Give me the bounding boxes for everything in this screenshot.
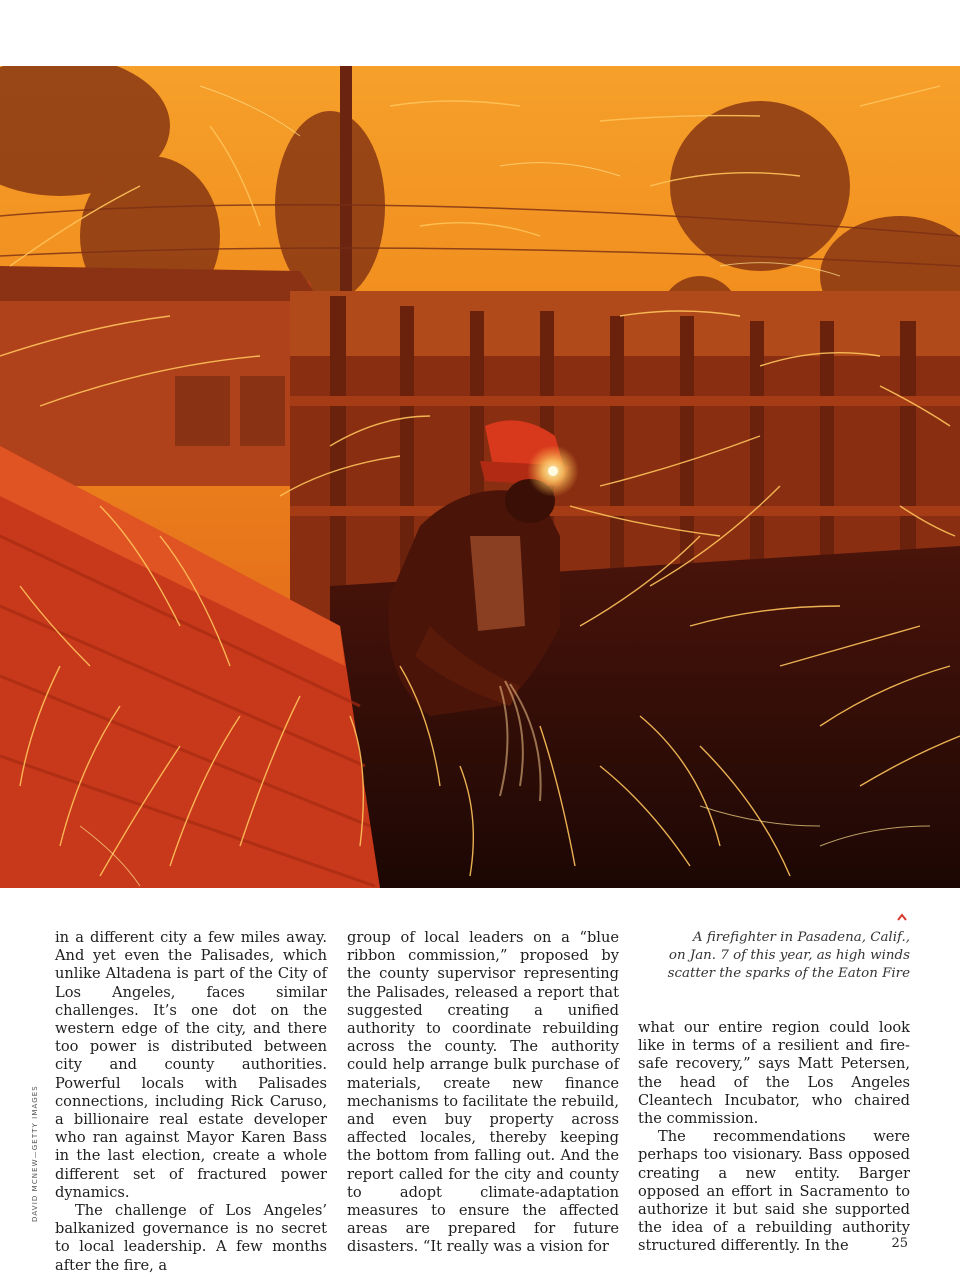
paragraph: what our entire region could look like in terms of a resilient and fire-safe recovery,” says Matt Petersen, the head of the Los Angeles Cleantech Incubator, who chaired the commission. <box>638 1019 910 1128</box>
article-column-2 <box>347 929 619 1257</box>
photo-credit: DAVID MCNEW—GETTY IMAGES <box>31 1085 39 1222</box>
firefighter-photo <box>0 66 960 888</box>
utility-pole <box>340 66 352 316</box>
page-number: 25 <box>891 1236 908 1251</box>
article-column-1 <box>55 929 327 1275</box>
caption-caret-icon <box>897 913 907 921</box>
article-column-3 <box>638 1019 910 1256</box>
paragraph: group of local leaders on a “blue ribbon commission,” proposed by the county supervisor representing the Palisades, released a report that suggested creating a unified authority to coordinate rebuilding across the county. The authority could help arrange bulk purchase of materials, create new finance mechanisms to facilitate the rebuild, and even buy property across affected locales, thereby keeping the bottom from falling out. And the report called for the city and county to adopt climate-adaptation measures to ensure the affected areas are prepared for future disasters. “It really was a vision for <box>347 929 619 1256</box>
caption-line: scatter the sparks of the Eaton Fire <box>667 966 910 981</box>
paragraph: The challenge of Los Angeles’ balkanized governance is no secret to local leadership. A few months after the fire, a <box>55 1202 327 1274</box>
paragraph: in a different city a few miles away. And yet even the Palisades, which unlike Altadena is part of the City of Los Angeles, faces similar challenges. It’s one dot on the western edge of the city, and there too power is distributed between city and county authorities. Powerful locals with Palisades connections, including Rick Caruso, a billionaire real estate developer who ran against Mayor Karen Bass in the last election, create a whole different set of fractured power dynamics. <box>55 929 327 1201</box>
caption-line: A firefighter in Pasadena, Calif., <box>692 930 910 945</box>
photo-illustration <box>0 66 960 888</box>
caption-line: on Jan. 7 of this year, as high winds <box>668 948 910 963</box>
paragraph: The recommendations were perhaps too visionary. Bass opposed creating a new entity. Barger opposed an effort in Sacramento to authorize it but said she supported the idea of a rebuilding authority structured differently. In the <box>638 1128 910 1255</box>
photo-caption <box>650 929 910 983</box>
